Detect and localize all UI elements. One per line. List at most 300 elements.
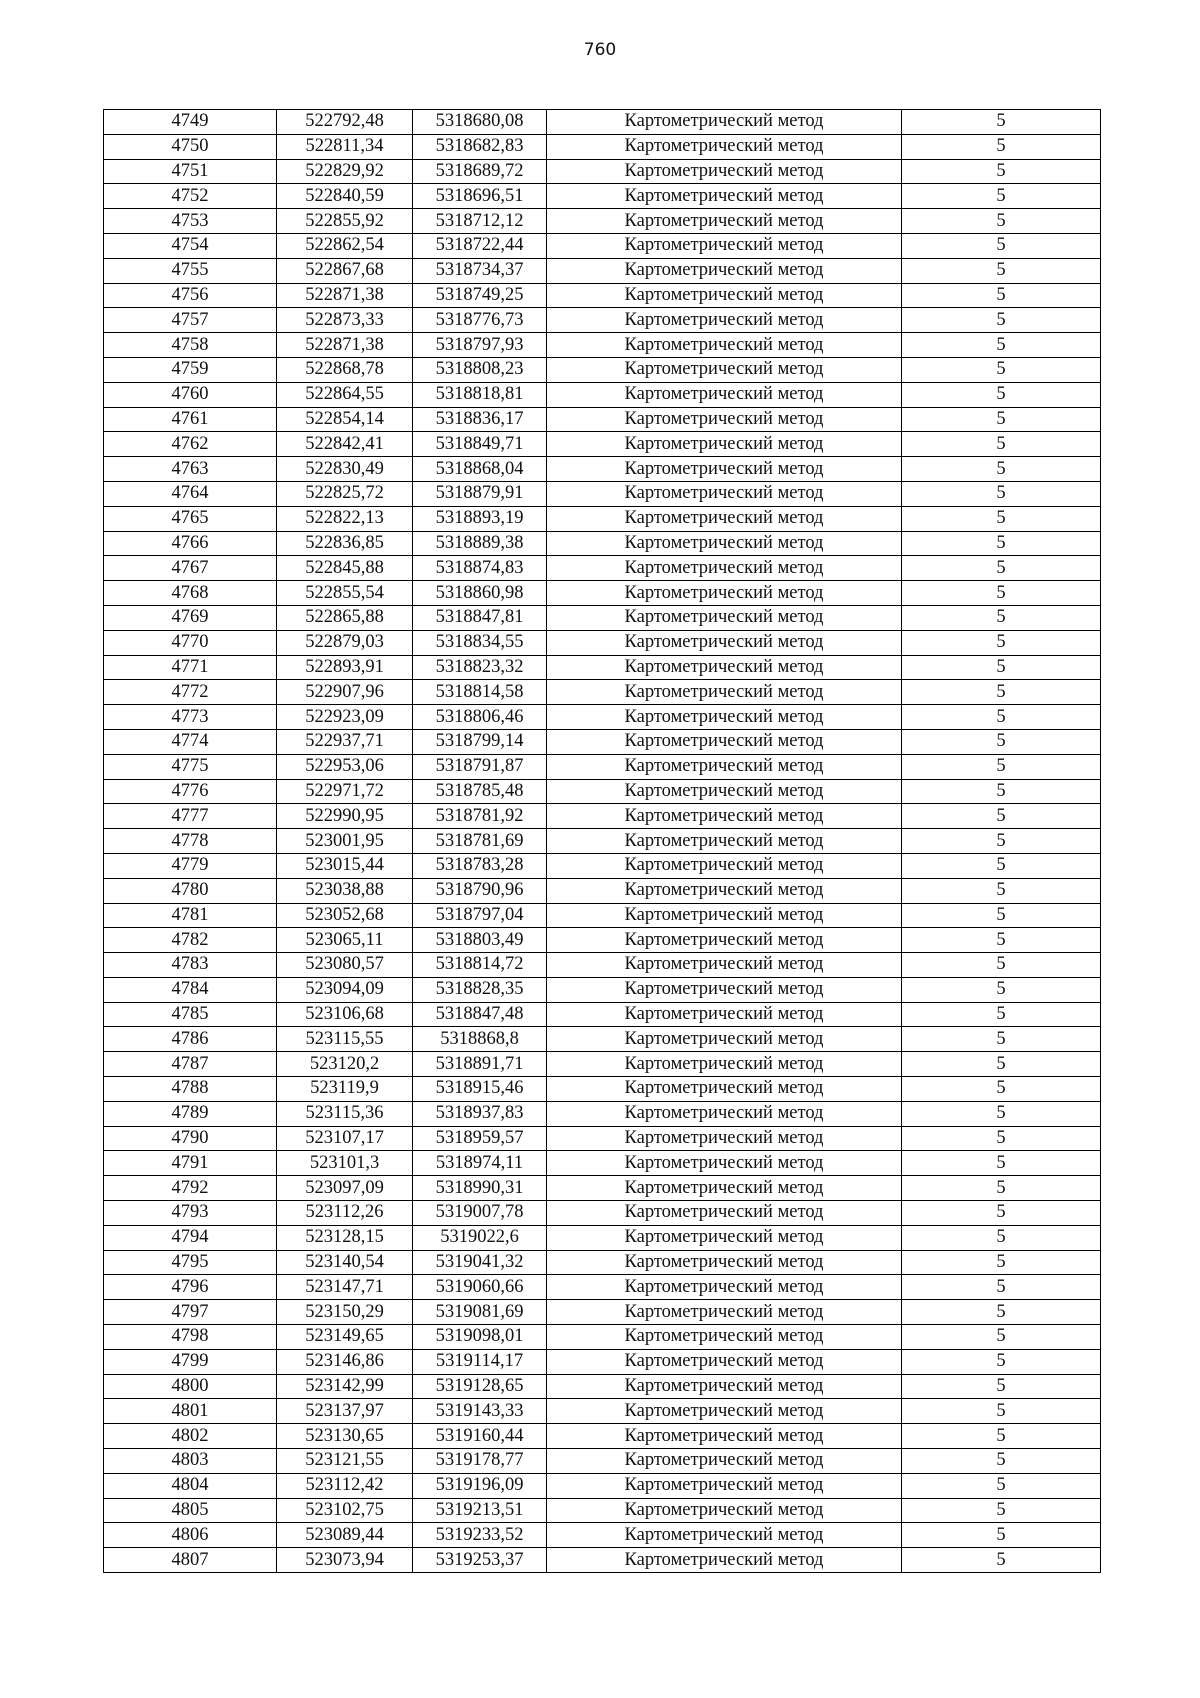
x-coordinate-cell: 523130,65 bbox=[277, 1424, 413, 1449]
x-coordinate-cell: 523137,97 bbox=[277, 1399, 413, 1424]
y-coordinate-cell: 5318823,32 bbox=[413, 655, 547, 680]
table-row bbox=[104, 209, 1101, 234]
y-coordinate-cell: 5319060,66 bbox=[413, 1275, 547, 1300]
x-coordinate-cell: 523094,09 bbox=[277, 977, 413, 1002]
table-row bbox=[104, 258, 1101, 283]
x-coordinate-cell: 522854,14 bbox=[277, 407, 413, 432]
x-coordinate-cell: 523115,36 bbox=[277, 1101, 413, 1126]
y-coordinate-cell: 5318785,48 bbox=[413, 779, 547, 804]
table-row bbox=[104, 928, 1101, 953]
point-number-cell: 4750 bbox=[104, 134, 277, 159]
point-number-cell: 4774 bbox=[104, 729, 277, 754]
method-cell: Картометрический метод bbox=[547, 531, 902, 556]
y-coordinate-cell: 5318836,17 bbox=[413, 407, 547, 432]
y-coordinate-cell: 5319007,78 bbox=[413, 1201, 547, 1226]
accuracy-cell: 5 bbox=[902, 184, 1101, 209]
point-number-cell: 4779 bbox=[104, 853, 277, 878]
method-cell: Картометрический метод bbox=[547, 1498, 902, 1523]
method-cell: Картометрический метод bbox=[547, 159, 902, 184]
point-number-cell: 4785 bbox=[104, 1002, 277, 1027]
accuracy-cell: 5 bbox=[902, 1498, 1101, 1523]
y-coordinate-cell: 5318915,46 bbox=[413, 1077, 547, 1102]
y-coordinate-cell: 5319041,32 bbox=[413, 1250, 547, 1275]
y-coordinate-cell: 5318712,12 bbox=[413, 209, 547, 234]
table-row bbox=[104, 779, 1101, 804]
method-cell: Картометрический метод bbox=[547, 928, 902, 953]
point-number-cell: 4789 bbox=[104, 1101, 277, 1126]
x-coordinate-cell: 523107,17 bbox=[277, 1126, 413, 1151]
y-coordinate-cell: 5319253,37 bbox=[413, 1548, 547, 1573]
point-number-cell: 4757 bbox=[104, 308, 277, 333]
y-coordinate-cell: 5319196,09 bbox=[413, 1473, 547, 1498]
point-number-cell: 4758 bbox=[104, 333, 277, 358]
method-cell: Картометрический метод bbox=[547, 1077, 902, 1102]
point-number-cell: 4787 bbox=[104, 1052, 277, 1077]
x-coordinate-cell: 523106,68 bbox=[277, 1002, 413, 1027]
accuracy-cell: 5 bbox=[902, 1275, 1101, 1300]
point-number-cell: 4755 bbox=[104, 258, 277, 283]
point-number-cell: 4801 bbox=[104, 1399, 277, 1424]
accuracy-cell: 5 bbox=[902, 258, 1101, 283]
x-coordinate-cell: 522830,49 bbox=[277, 457, 413, 482]
table-row bbox=[104, 1449, 1101, 1474]
method-cell: Картометрический метод bbox=[547, 680, 902, 705]
point-number-cell: 4760 bbox=[104, 382, 277, 407]
accuracy-cell: 5 bbox=[902, 928, 1101, 953]
method-cell: Картометрический метод bbox=[547, 1275, 902, 1300]
x-coordinate-cell: 523115,55 bbox=[277, 1027, 413, 1052]
accuracy-cell: 5 bbox=[902, 481, 1101, 506]
method-cell: Картометрический метод bbox=[547, 779, 902, 804]
method-cell: Картометрический метод bbox=[547, 903, 902, 928]
y-coordinate-cell: 5318828,35 bbox=[413, 977, 547, 1002]
accuracy-cell: 5 bbox=[902, 779, 1101, 804]
point-number-cell: 4786 bbox=[104, 1027, 277, 1052]
point-number-cell: 4790 bbox=[104, 1126, 277, 1151]
method-cell: Картометрический метод bbox=[547, 1399, 902, 1424]
x-coordinate-cell: 522990,95 bbox=[277, 804, 413, 829]
table-row bbox=[104, 1399, 1101, 1424]
y-coordinate-cell: 5318797,04 bbox=[413, 903, 547, 928]
table-row bbox=[104, 1498, 1101, 1523]
table-row bbox=[104, 556, 1101, 581]
point-number-cell: 4753 bbox=[104, 209, 277, 234]
x-coordinate-cell: 522811,34 bbox=[277, 134, 413, 159]
y-coordinate-cell: 5318680,08 bbox=[413, 110, 547, 135]
x-coordinate-cell: 522842,41 bbox=[277, 432, 413, 457]
accuracy-cell: 5 bbox=[902, 283, 1101, 308]
x-coordinate-cell: 523121,55 bbox=[277, 1449, 413, 1474]
accuracy-cell: 5 bbox=[902, 1002, 1101, 1027]
x-coordinate-cell: 522953,06 bbox=[277, 754, 413, 779]
table-row bbox=[104, 457, 1101, 482]
accuracy-cell: 5 bbox=[902, 159, 1101, 184]
point-number-cell: 4781 bbox=[104, 903, 277, 928]
point-number-cell: 4749 bbox=[104, 110, 277, 135]
point-number-cell: 4792 bbox=[104, 1176, 277, 1201]
method-cell: Картометрический метод bbox=[547, 1449, 902, 1474]
accuracy-cell: 5 bbox=[902, 1424, 1101, 1449]
y-coordinate-cell: 5318781,92 bbox=[413, 804, 547, 829]
y-coordinate-cell: 5318990,31 bbox=[413, 1176, 547, 1201]
table-row bbox=[104, 1275, 1101, 1300]
accuracy-cell: 5 bbox=[902, 407, 1101, 432]
y-coordinate-cell: 5318814,58 bbox=[413, 680, 547, 705]
point-number-cell: 4805 bbox=[104, 1498, 277, 1523]
accuracy-cell: 5 bbox=[902, 531, 1101, 556]
point-number-cell: 4778 bbox=[104, 829, 277, 854]
table-row bbox=[104, 1300, 1101, 1325]
y-coordinate-cell: 5319213,51 bbox=[413, 1498, 547, 1523]
x-coordinate-cell: 522923,09 bbox=[277, 705, 413, 730]
point-number-cell: 4794 bbox=[104, 1225, 277, 1250]
x-coordinate-cell: 522862,54 bbox=[277, 233, 413, 258]
point-number-cell: 4764 bbox=[104, 481, 277, 506]
point-number-cell: 4759 bbox=[104, 357, 277, 382]
x-coordinate-cell: 523128,15 bbox=[277, 1225, 413, 1250]
x-coordinate-cell: 522873,33 bbox=[277, 308, 413, 333]
point-number-cell: 4769 bbox=[104, 605, 277, 630]
method-cell: Картометрический метод bbox=[547, 754, 902, 779]
table-row bbox=[104, 283, 1101, 308]
method-cell: Картометрический метод bbox=[547, 829, 902, 854]
accuracy-cell: 5 bbox=[902, 1325, 1101, 1350]
point-number-cell: 4796 bbox=[104, 1275, 277, 1300]
table-row bbox=[104, 531, 1101, 556]
x-coordinate-cell: 522864,55 bbox=[277, 382, 413, 407]
method-cell: Картометрический метод bbox=[547, 1250, 902, 1275]
x-coordinate-cell: 523101,3 bbox=[277, 1151, 413, 1176]
y-coordinate-cell: 5318834,55 bbox=[413, 630, 547, 655]
accuracy-cell: 5 bbox=[902, 878, 1101, 903]
point-number-cell: 4772 bbox=[104, 680, 277, 705]
method-cell: Картометрический метод bbox=[547, 407, 902, 432]
x-coordinate-cell: 523052,68 bbox=[277, 903, 413, 928]
table-row bbox=[104, 1077, 1101, 1102]
accuracy-cell: 5 bbox=[902, 1473, 1101, 1498]
point-number-cell: 4807 bbox=[104, 1548, 277, 1573]
method-cell: Картометрический метод bbox=[547, 1126, 902, 1151]
x-coordinate-cell: 522792,48 bbox=[277, 110, 413, 135]
y-coordinate-cell: 5318808,23 bbox=[413, 357, 547, 382]
accuracy-cell: 5 bbox=[902, 754, 1101, 779]
y-coordinate-cell: 5319160,44 bbox=[413, 1424, 547, 1449]
y-coordinate-cell: 5318803,49 bbox=[413, 928, 547, 953]
point-number-cell: 4763 bbox=[104, 457, 277, 482]
x-coordinate-cell: 522855,54 bbox=[277, 581, 413, 606]
point-number-cell: 4793 bbox=[104, 1201, 277, 1226]
accuracy-cell: 5 bbox=[902, 1374, 1101, 1399]
point-number-cell: 4776 bbox=[104, 779, 277, 804]
x-coordinate-cell: 522867,68 bbox=[277, 258, 413, 283]
table-row bbox=[104, 1523, 1101, 1548]
y-coordinate-cell: 5318734,37 bbox=[413, 258, 547, 283]
accuracy-cell: 5 bbox=[902, 1052, 1101, 1077]
accuracy-cell: 5 bbox=[902, 1225, 1101, 1250]
method-cell: Картометрический метод bbox=[547, 382, 902, 407]
x-coordinate-cell: 522829,92 bbox=[277, 159, 413, 184]
table-row bbox=[104, 1151, 1101, 1176]
table-row bbox=[104, 1374, 1101, 1399]
x-coordinate-cell: 523149,65 bbox=[277, 1325, 413, 1350]
point-number-cell: 4804 bbox=[104, 1473, 277, 1498]
point-number-cell: 4806 bbox=[104, 1523, 277, 1548]
table-row bbox=[104, 1126, 1101, 1151]
method-cell: Картометрический метод bbox=[547, 1300, 902, 1325]
table-row bbox=[104, 233, 1101, 258]
point-number-cell: 4767 bbox=[104, 556, 277, 581]
table-row bbox=[104, 903, 1101, 928]
y-coordinate-cell: 5318847,48 bbox=[413, 1002, 547, 1027]
table-row bbox=[104, 1052, 1101, 1077]
point-number-cell: 4762 bbox=[104, 432, 277, 457]
y-coordinate-cell: 5318682,83 bbox=[413, 134, 547, 159]
y-coordinate-cell: 5318937,83 bbox=[413, 1101, 547, 1126]
table-row bbox=[104, 506, 1101, 531]
x-coordinate-cell: 523120,2 bbox=[277, 1052, 413, 1077]
point-number-cell: 4761 bbox=[104, 407, 277, 432]
table-row bbox=[104, 308, 1101, 333]
method-cell: Картометрический метод bbox=[547, 333, 902, 358]
x-coordinate-cell: 522825,72 bbox=[277, 481, 413, 506]
y-coordinate-cell: 5319128,65 bbox=[413, 1374, 547, 1399]
accuracy-cell: 5 bbox=[902, 1250, 1101, 1275]
point-number-cell: 4777 bbox=[104, 804, 277, 829]
point-number-cell: 4768 bbox=[104, 581, 277, 606]
x-coordinate-cell: 522907,96 bbox=[277, 680, 413, 705]
accuracy-cell: 5 bbox=[902, 1300, 1101, 1325]
method-cell: Картометрический метод bbox=[547, 308, 902, 333]
x-coordinate-cell: 523112,42 bbox=[277, 1473, 413, 1498]
accuracy-cell: 5 bbox=[902, 1126, 1101, 1151]
y-coordinate-cell: 5318849,71 bbox=[413, 432, 547, 457]
method-cell: Картометрический метод bbox=[547, 605, 902, 630]
accuracy-cell: 5 bbox=[902, 655, 1101, 680]
method-cell: Картометрический метод bbox=[547, 630, 902, 655]
method-cell: Картометрический метод bbox=[547, 1027, 902, 1052]
method-cell: Картометрический метод bbox=[547, 1325, 902, 1350]
x-coordinate-cell: 523147,71 bbox=[277, 1275, 413, 1300]
table-row bbox=[104, 407, 1101, 432]
coordinates-table-body bbox=[104, 110, 1101, 1573]
y-coordinate-cell: 5319233,52 bbox=[413, 1523, 547, 1548]
coordinates-table bbox=[103, 109, 1101, 1573]
x-coordinate-cell: 523038,88 bbox=[277, 878, 413, 903]
x-coordinate-cell: 522855,92 bbox=[277, 209, 413, 234]
table-row bbox=[104, 1325, 1101, 1350]
y-coordinate-cell: 5318783,28 bbox=[413, 853, 547, 878]
x-coordinate-cell: 522871,38 bbox=[277, 283, 413, 308]
method-cell: Картометрический метод bbox=[547, 209, 902, 234]
accuracy-cell: 5 bbox=[902, 1201, 1101, 1226]
table-row bbox=[104, 705, 1101, 730]
method-cell: Картометрический метод bbox=[547, 1151, 902, 1176]
method-cell: Картометрический метод bbox=[547, 853, 902, 878]
x-coordinate-cell: 522840,59 bbox=[277, 184, 413, 209]
method-cell: Картометрический метод bbox=[547, 1548, 902, 1573]
point-number-cell: 4775 bbox=[104, 754, 277, 779]
table-row bbox=[104, 357, 1101, 382]
accuracy-cell: 5 bbox=[902, 605, 1101, 630]
table-row bbox=[104, 1424, 1101, 1449]
accuracy-cell: 5 bbox=[902, 357, 1101, 382]
method-cell: Картометрический метод bbox=[547, 1176, 902, 1201]
y-coordinate-cell: 5319098,01 bbox=[413, 1325, 547, 1350]
point-number-cell: 4765 bbox=[104, 506, 277, 531]
method-cell: Картометрический метод bbox=[547, 1473, 902, 1498]
point-number-cell: 4751 bbox=[104, 159, 277, 184]
accuracy-cell: 5 bbox=[902, 853, 1101, 878]
x-coordinate-cell: 523102,75 bbox=[277, 1498, 413, 1523]
accuracy-cell: 5 bbox=[902, 829, 1101, 854]
y-coordinate-cell: 5318799,14 bbox=[413, 729, 547, 754]
method-cell: Картометрический метод bbox=[547, 1374, 902, 1399]
y-coordinate-cell: 5318696,51 bbox=[413, 184, 547, 209]
x-coordinate-cell: 523080,57 bbox=[277, 953, 413, 978]
method-cell: Картометрический метод bbox=[547, 1002, 902, 1027]
accuracy-cell: 5 bbox=[902, 382, 1101, 407]
table-row bbox=[104, 1027, 1101, 1052]
accuracy-cell: 5 bbox=[902, 506, 1101, 531]
method-cell: Картометрический метод bbox=[547, 1523, 902, 1548]
x-coordinate-cell: 523142,99 bbox=[277, 1374, 413, 1399]
y-coordinate-cell: 5318722,44 bbox=[413, 233, 547, 258]
method-cell: Картометрический метод bbox=[547, 655, 902, 680]
y-coordinate-cell: 5319081,69 bbox=[413, 1300, 547, 1325]
accuracy-cell: 5 bbox=[902, 1349, 1101, 1374]
y-coordinate-cell: 5318893,19 bbox=[413, 506, 547, 531]
x-coordinate-cell: 523015,44 bbox=[277, 853, 413, 878]
accuracy-cell: 5 bbox=[902, 1449, 1101, 1474]
table-row bbox=[104, 1101, 1101, 1126]
y-coordinate-cell: 5318781,69 bbox=[413, 829, 547, 854]
table-row bbox=[104, 333, 1101, 358]
table-row bbox=[104, 754, 1101, 779]
method-cell: Картометрический метод bbox=[547, 705, 902, 730]
x-coordinate-cell: 523150,29 bbox=[277, 1300, 413, 1325]
x-coordinate-cell: 522871,38 bbox=[277, 333, 413, 358]
y-coordinate-cell: 5318959,57 bbox=[413, 1126, 547, 1151]
method-cell: Картометрический метод bbox=[547, 432, 902, 457]
method-cell: Картометрический метод bbox=[547, 357, 902, 382]
y-coordinate-cell: 5318847,81 bbox=[413, 605, 547, 630]
x-coordinate-cell: 523146,86 bbox=[277, 1349, 413, 1374]
y-coordinate-cell: 5318806,46 bbox=[413, 705, 547, 730]
x-coordinate-cell: 523140,54 bbox=[277, 1250, 413, 1275]
table-row bbox=[104, 853, 1101, 878]
point-number-cell: 4756 bbox=[104, 283, 277, 308]
table-row bbox=[104, 953, 1101, 978]
accuracy-cell: 5 bbox=[902, 457, 1101, 482]
y-coordinate-cell: 5318749,25 bbox=[413, 283, 547, 308]
accuracy-cell: 5 bbox=[902, 630, 1101, 655]
table-row bbox=[104, 1201, 1101, 1226]
point-number-cell: 4802 bbox=[104, 1424, 277, 1449]
accuracy-cell: 5 bbox=[902, 1027, 1101, 1052]
point-number-cell: 4771 bbox=[104, 655, 277, 680]
accuracy-cell: 5 bbox=[902, 680, 1101, 705]
y-coordinate-cell: 5318791,87 bbox=[413, 754, 547, 779]
point-number-cell: 4795 bbox=[104, 1250, 277, 1275]
point-number-cell: 4752 bbox=[104, 184, 277, 209]
y-coordinate-cell: 5318790,96 bbox=[413, 878, 547, 903]
table-row bbox=[104, 382, 1101, 407]
y-coordinate-cell: 5318776,73 bbox=[413, 308, 547, 333]
table-row bbox=[104, 159, 1101, 184]
table-row bbox=[104, 581, 1101, 606]
y-coordinate-cell: 5318868,8 bbox=[413, 1027, 547, 1052]
accuracy-cell: 5 bbox=[902, 1523, 1101, 1548]
point-number-cell: 4798 bbox=[104, 1325, 277, 1350]
table-row bbox=[104, 1176, 1101, 1201]
point-number-cell: 4773 bbox=[104, 705, 277, 730]
accuracy-cell: 5 bbox=[902, 432, 1101, 457]
accuracy-cell: 5 bbox=[902, 1151, 1101, 1176]
accuracy-cell: 5 bbox=[902, 1176, 1101, 1201]
table-row bbox=[104, 680, 1101, 705]
method-cell: Картометрический метод bbox=[547, 457, 902, 482]
y-coordinate-cell: 5318818,81 bbox=[413, 382, 547, 407]
method-cell: Картометрический метод bbox=[547, 184, 902, 209]
table-row bbox=[104, 1225, 1101, 1250]
y-coordinate-cell: 5318974,11 bbox=[413, 1151, 547, 1176]
accuracy-cell: 5 bbox=[902, 308, 1101, 333]
y-coordinate-cell: 5318868,04 bbox=[413, 457, 547, 482]
point-number-cell: 4754 bbox=[104, 233, 277, 258]
point-number-cell: 4770 bbox=[104, 630, 277, 655]
method-cell: Картометрический метод bbox=[547, 953, 902, 978]
table-row bbox=[104, 804, 1101, 829]
table-row bbox=[104, 655, 1101, 680]
accuracy-cell: 5 bbox=[902, 729, 1101, 754]
y-coordinate-cell: 5319114,17 bbox=[413, 1349, 547, 1374]
table-row bbox=[104, 630, 1101, 655]
x-coordinate-cell: 523119,9 bbox=[277, 1077, 413, 1102]
accuracy-cell: 5 bbox=[902, 556, 1101, 581]
table-row bbox=[104, 481, 1101, 506]
method-cell: Картометрический метод bbox=[547, 581, 902, 606]
point-number-cell: 4783 bbox=[104, 953, 277, 978]
y-coordinate-cell: 5318889,38 bbox=[413, 531, 547, 556]
accuracy-cell: 5 bbox=[902, 705, 1101, 730]
point-number-cell: 4766 bbox=[104, 531, 277, 556]
point-number-cell: 4797 bbox=[104, 1300, 277, 1325]
method-cell: Картометрический метод bbox=[547, 729, 902, 754]
table-row bbox=[104, 134, 1101, 159]
method-cell: Картометрический метод bbox=[547, 1052, 902, 1077]
method-cell: Картометрический метод bbox=[547, 878, 902, 903]
accuracy-cell: 5 bbox=[902, 209, 1101, 234]
x-coordinate-cell: 522893,91 bbox=[277, 655, 413, 680]
method-cell: Картометрический метод bbox=[547, 481, 902, 506]
method-cell: Картометрический метод bbox=[547, 1349, 902, 1374]
accuracy-cell: 5 bbox=[902, 1548, 1101, 1573]
y-coordinate-cell: 5318814,72 bbox=[413, 953, 547, 978]
table-row bbox=[104, 110, 1101, 135]
table-row bbox=[104, 729, 1101, 754]
table-row bbox=[104, 184, 1101, 209]
table-row bbox=[104, 1548, 1101, 1573]
x-coordinate-cell: 523073,94 bbox=[277, 1548, 413, 1573]
method-cell: Картометрический метод bbox=[547, 258, 902, 283]
table-row bbox=[104, 1349, 1101, 1374]
method-cell: Картометрический метод bbox=[547, 506, 902, 531]
table-row bbox=[104, 1250, 1101, 1275]
table-row bbox=[104, 829, 1101, 854]
accuracy-cell: 5 bbox=[902, 953, 1101, 978]
x-coordinate-cell: 523112,26 bbox=[277, 1201, 413, 1226]
accuracy-cell: 5 bbox=[902, 804, 1101, 829]
